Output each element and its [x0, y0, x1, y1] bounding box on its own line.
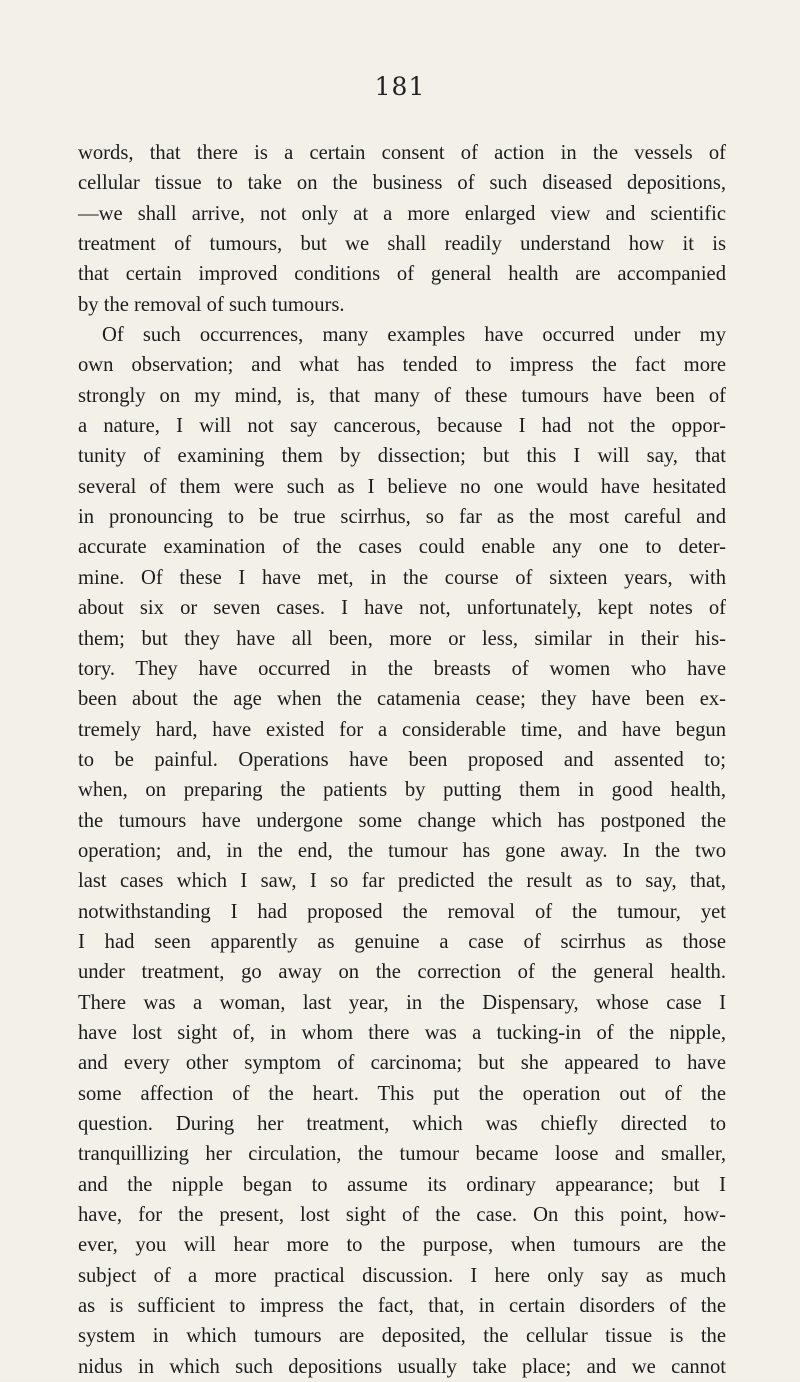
text-line: own observation; and what has tended to impress the fact more	[78, 354, 726, 377]
text-line: and every other symptom of carcinoma; but she appeared to have	[78, 1052, 726, 1075]
text-line: tremely hard, have existed for a considerable time, and have begun	[78, 718, 726, 741]
text-line: words, that there is a certain consent of action in the vessels of	[78, 142, 726, 164]
text-line: Of such occurrences, many examples have occurred under my	[102, 324, 726, 347]
text-line: cellular tissue to take on the business of such diseased depositions,	[78, 172, 726, 195]
text-line: some affection of the heart. This put the operation out of the	[78, 1082, 726, 1105]
text-line: treatment of tumours, but we shall readily understand how it is	[78, 233, 726, 256]
text-line: notwithstanding I had proposed the removal of the tumour, yet	[78, 900, 726, 923]
page-number: 181	[374, 72, 426, 101]
text-line: several of them were such as I believe no one would have hesitated	[78, 475, 726, 498]
text-line: them; but they have all been, more or less, similar in their his-	[78, 627, 726, 650]
text-line: when, on preparing the patients by putting them in good health,	[78, 779, 726, 802]
text-line: ever, you will hear more to the purpose, when tumours are the	[78, 1234, 726, 1257]
text-line: by the removal of such tumours.	[78, 293, 345, 316]
text-line: —we shall arrive, not only at a more enlarged view and scientific	[78, 202, 726, 225]
text-line: that certain improved conditions of general health are accompanied	[78, 263, 726, 286]
text-line: question. During her treatment, which was chiefly directed to	[78, 1113, 726, 1135]
text-line: a nature, I will not say cancerous, because I had not the oppor-	[78, 415, 726, 438]
text-line: subject of a more practical discussion. I here only say as much	[78, 1264, 726, 1287]
text-line: I had seen apparently as genuine a case of scirrhus as those	[78, 930, 726, 953]
text-line: have lost sight of, in whom there was a tucking-in of the nipple,	[78, 1021, 726, 1044]
text-line: operation; and, in the end, the tumour has gone away. In the two	[78, 839, 726, 862]
text-line: as is sufficient to impress the fact, that, in certain disorders of the	[78, 1295, 726, 1318]
text-line: accurate examination of the cases could enable any one to deter-	[78, 536, 726, 559]
text-line: under treatment, go away on the correction of the general health.	[78, 961, 726, 984]
text-line: system in which tumours are deposited, the cellular tissue is the	[78, 1325, 726, 1348]
text-line: and the nipple began to assume its ordinary appearance; but I	[78, 1173, 726, 1196]
text-line: have, for the present, lost sight of the case. On this point, how-	[78, 1204, 726, 1227]
text-line: tory. They have occurred in the breasts of women who have	[78, 657, 726, 680]
text-line: strongly on my mind, is, that many of these tumours have been of	[78, 384, 726, 407]
text-line: about six or seven cases. I have not, unfortunately, kept notes of	[78, 597, 726, 620]
text-line: the tumours have undergone some change which has postponed the	[78, 809, 726, 832]
text-line: last cases which I saw, I so far predicted the result as to say, that,	[78, 870, 726, 893]
text-line: tunity of examining them by dissection; but this I will say, that	[78, 445, 726, 468]
text-line: been about the age when the catamenia cease; they have been ex-	[78, 688, 726, 711]
text-line: There was a woman, last year, in the Dispensary, whose case I	[78, 991, 726, 1014]
text-line: nidus in which such depositions usually take place; and we cannot	[78, 1355, 726, 1378]
text-line: tranquillizing her circulation, the tumour became loose and smaller,	[78, 1143, 726, 1166]
body-text	[78, 138, 726, 1382]
text-line: to be painful. Operations have been proposed and assented to;	[78, 748, 726, 771]
text-line: in pronouncing to be true scirrhus, so far as the most careful and	[78, 506, 726, 529]
text-line: mine. Of these I have met, in the course of sixteen years, with	[78, 566, 726, 589]
